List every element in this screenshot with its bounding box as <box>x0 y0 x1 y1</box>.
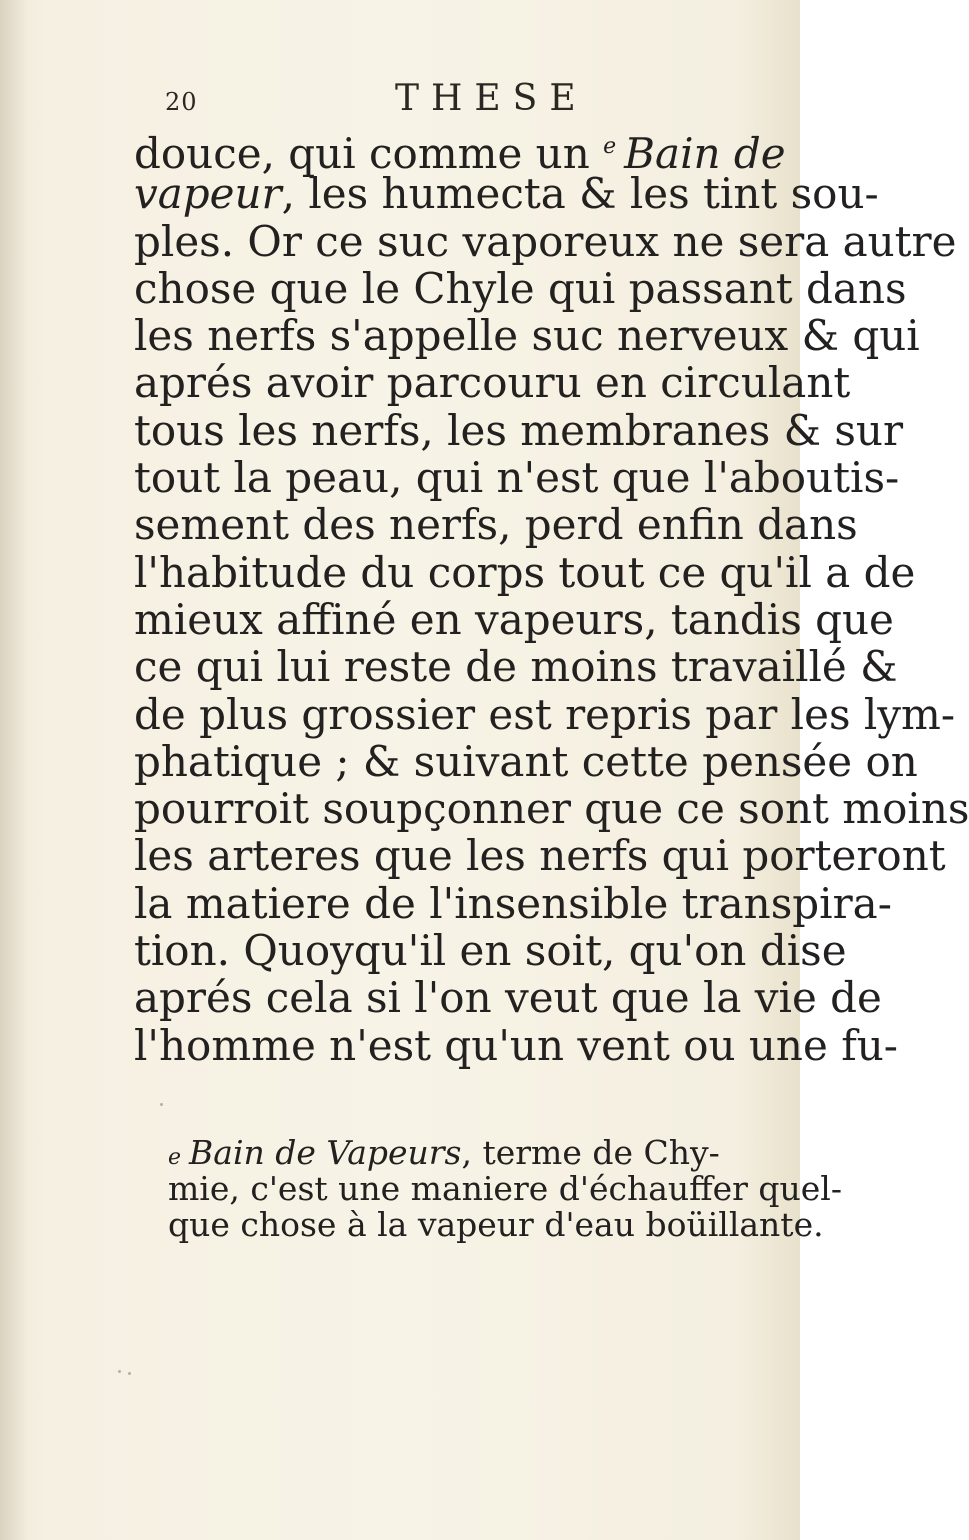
footnote-reference: e <box>603 134 617 159</box>
text-line: la matiere de l'insensible transpira- <box>134 878 892 928</box>
paper-speck <box>128 1372 131 1375</box>
footnote-line: mie, c'est une maniere d'échauffer quel- <box>168 1169 842 1208</box>
text-line: les arteres que les nerfs qui porteront <box>134 831 946 881</box>
footnote-text: , terme de Chy- <box>461 1133 720 1172</box>
text-line: l'habitude du corps tout ce qu'il a de <box>134 547 916 597</box>
text-line: tion. Quoyqu'il en soit, qu'on dise <box>134 926 847 976</box>
italic-term: Bain de <box>624 129 786 178</box>
text-line: ce qui lui reste de moins travaillé & <box>134 642 898 692</box>
body-text <box>134 123 969 1070</box>
text-line: chose que le Chyle qui passant dans <box>134 263 907 313</box>
text-line: les nerfs s'appelle suc nerveux & qui <box>134 311 920 361</box>
running-head: THESE <box>395 78 588 119</box>
italic-term: vapeur <box>134 169 282 219</box>
paper-speck <box>160 1103 163 1106</box>
text-line: aprés cela si l'on veut que la vie de <box>134 973 882 1023</box>
text-line: aprés avoir parcouru en circulant <box>134 358 851 408</box>
text-line: tout la peau, qui n'est que l'aboutis- <box>134 453 900 503</box>
text-line: sement des nerfs, perd enfin dans <box>134 500 858 550</box>
text-line: pourroit soupçonner que ce sont moins <box>134 784 969 834</box>
text-line: tous les nerfs, les membranes & sur <box>134 405 904 455</box>
text-line <box>134 169 879 219</box>
text-line: mieux affiné en vapeurs, tandis que <box>134 594 894 644</box>
page-header <box>165 78 725 128</box>
text-segment: douce, qui comme un <box>134 129 604 178</box>
text-segment: , les humecta & les tint sou- <box>281 169 879 219</box>
page-number: 20 <box>165 88 198 116</box>
text-line: de plus grossier est repris par les lym- <box>134 689 956 739</box>
text-line: phatique ; & suivant cette pensée on <box>134 736 918 786</box>
footnote-marker: e <box>168 1145 182 1170</box>
footnote-line <box>168 1135 793 1171</box>
text-line <box>134 123 799 178</box>
footnote-line: que chose à la vapeur d'eau boüillante. <box>168 1205 824 1244</box>
text-line: ples. Or ce suc vaporeux ne sera autre <box>134 216 957 266</box>
paper-speck <box>118 1370 121 1373</box>
footnote <box>168 1133 842 1244</box>
text-line: l'homme n'est qu'un vent ou une fu- <box>134 1020 898 1070</box>
footnote-term: Bain de Vapeurs <box>189 1133 462 1172</box>
